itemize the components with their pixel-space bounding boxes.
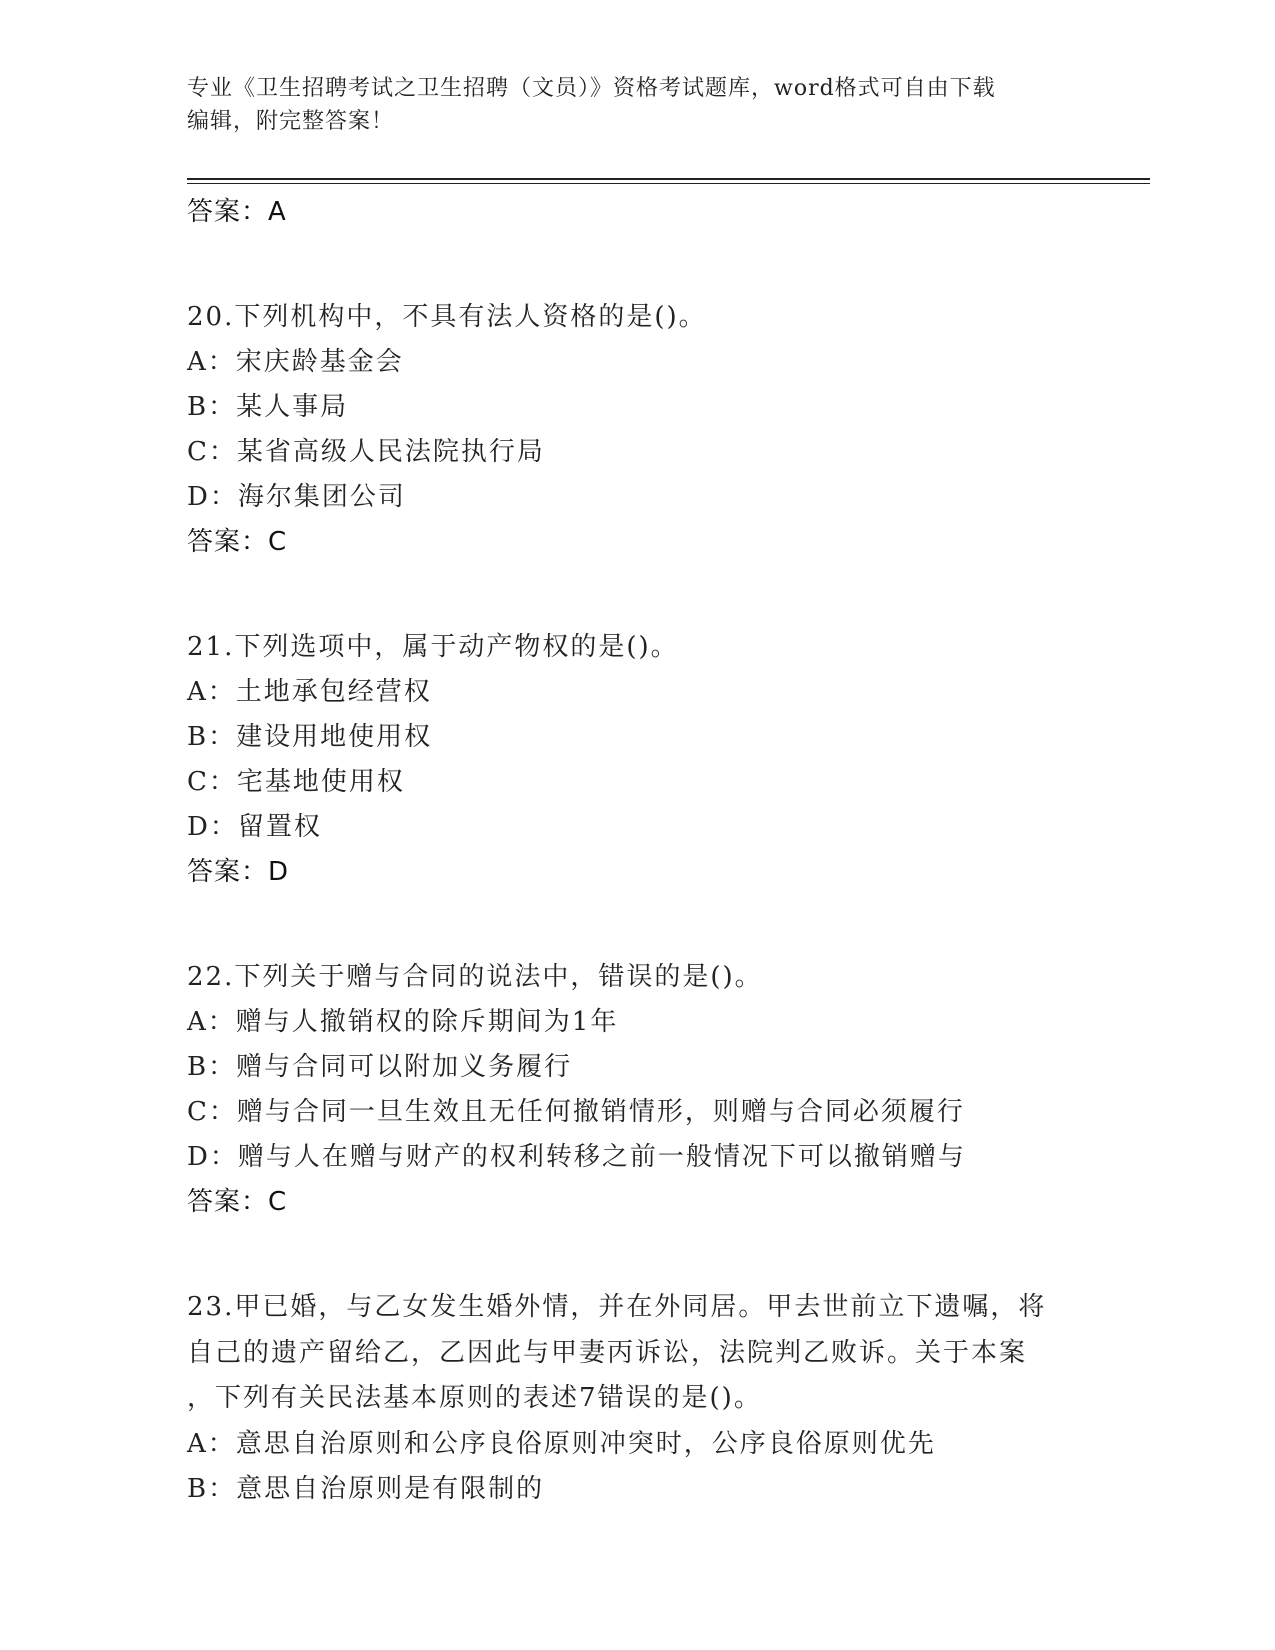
- question-block-23: [187, 1285, 1087, 1512]
- question-block-20: [187, 295, 1087, 565]
- option-a: A：赠与人撤销权的除斥期间为1年: [187, 1007, 619, 1037]
- question-text-line: 23.甲已婚，与乙女发生婚外情，并在外同居。甲去世前立下遗嘱，将: [187, 1292, 1047, 1322]
- option-b: B：意思自治原则是有限制的: [187, 1473, 545, 1504]
- answer-line: 答案：D: [187, 857, 290, 887]
- option-b: B：赠与合同可以附加义务履行: [187, 1052, 573, 1082]
- option-c: C：赠与合同一旦生效且无任何撤销情形，则赠与合同必须履行: [187, 1097, 965, 1127]
- answer-line: 答案：C: [187, 1187, 288, 1217]
- header-rule-thin: [187, 183, 1150, 184]
- header-rule-thick: [187, 178, 1150, 180]
- question-text: 21.下列选项中，属于动产物权的是()。: [187, 632, 679, 662]
- answer-line: 答案：A: [187, 197, 287, 227]
- question-block-21: [187, 625, 1087, 895]
- option-b: B：建设用地使用权: [187, 722, 433, 752]
- option-a: A：土地承包经营权: [187, 677, 432, 707]
- option-b: B：某人事局: [187, 392, 349, 422]
- question-list: [187, 190, 1087, 1512]
- option-a: A：意思自治原则和公序良俗原则冲突时，公序良俗原则优先: [187, 1428, 936, 1459]
- question-text-line: 自己的遗产留给乙，乙因此与甲妻丙诉讼，法院判乙败诉。关于本案: [187, 1337, 1028, 1368]
- option-a: A：宋庆龄基金会: [187, 347, 404, 377]
- option-c: C：宅基地使用权: [187, 767, 405, 797]
- question-block-22: [187, 955, 1087, 1225]
- option-d: D：赠与人在赠与财产的权利转移之前一般情况下可以撤销赠与: [187, 1142, 966, 1172]
- question-text: 20.下列机构中，不具有法人资格的是()。: [187, 302, 707, 332]
- header-line-1: 专业《卫生招聘考试之卫生招聘（文员）》资格考试题库，word格式可自由下载: [187, 76, 996, 101]
- option-d: D：海尔集团公司: [187, 482, 406, 512]
- header-line-2: 编辑，附完整答案！: [187, 109, 395, 134]
- option-c: C：某省高级人民法院执行局: [187, 437, 545, 467]
- answer-line: 答案：C: [187, 527, 288, 557]
- option-d: D：留置权: [187, 812, 322, 842]
- question-text-line: ，下列有关民法基本原则的表述7错误的是()。: [187, 1383, 762, 1413]
- question-text: 22.下列关于赠与合同的说法中，错误的是()。: [187, 962, 763, 992]
- document-header: [187, 72, 1087, 138]
